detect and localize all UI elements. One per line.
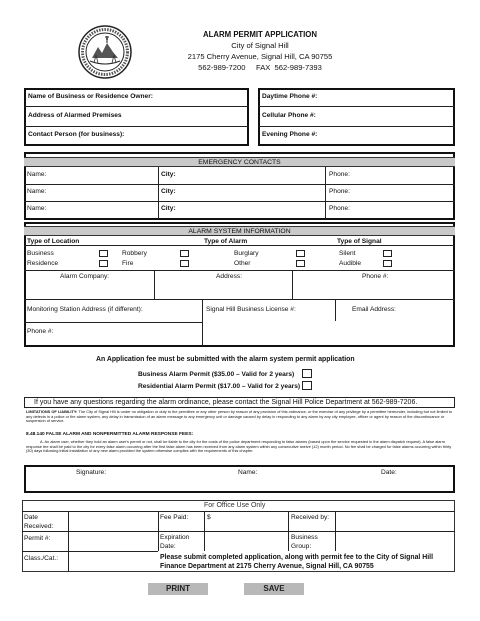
alarm-company-field[interactable] bbox=[26, 281, 152, 297]
expiration-date-field[interactable] bbox=[206, 533, 286, 549]
business-permit-checkbox[interactable] bbox=[302, 369, 312, 378]
city-name: City of Signal Hill bbox=[231, 41, 289, 50]
city-seal-icon bbox=[78, 25, 132, 79]
residential-permit-checkbox[interactable] bbox=[302, 381, 312, 390]
emergency-contacts-title: EMERGENCY CONTACTS bbox=[24, 157, 455, 167]
fee-paid-field[interactable] bbox=[214, 513, 286, 529]
alarm-company-address-field[interactable] bbox=[156, 281, 290, 297]
audible-option-label: Audible bbox=[339, 260, 361, 267]
fire-checkbox[interactable] bbox=[180, 260, 189, 267]
liability-paragraph bbox=[26, 410, 454, 424]
email-label: Email Address: bbox=[352, 306, 396, 313]
save-button[interactable]: SAVE bbox=[244, 583, 304, 595]
class-category-label: Class./Cat.: bbox=[24, 555, 59, 562]
business-license-label: Signal Hill Business License #: bbox=[206, 306, 296, 313]
emergency-name-label: Name: bbox=[27, 171, 47, 178]
false-alarm-heading: 8.48.140 FALSE ALARM AND NONPERMITTED ALARM RESPONSE FEES: bbox=[26, 432, 194, 437]
type-of-location-label: Type of Location bbox=[27, 238, 80, 245]
business-license-field[interactable] bbox=[204, 313, 333, 321]
business-checkbox[interactable] bbox=[99, 250, 108, 257]
residence-option-label: Residence bbox=[27, 260, 59, 267]
audible-checkbox[interactable] bbox=[383, 260, 392, 267]
office-use-title: For Office Use Only bbox=[204, 502, 266, 509]
emergency-name-label: Name: bbox=[27, 205, 47, 212]
monitoring-station-label: Monitoring Station Address (if different): bbox=[27, 306, 143, 313]
class-category-field[interactable] bbox=[70, 553, 156, 570]
liability-heading: LIMITATIONS OF LIABILITY: bbox=[26, 409, 78, 414]
page-title: ALARM PERMIT APPLICATION bbox=[203, 30, 317, 39]
business-option-label: Business bbox=[27, 250, 54, 257]
evening-phone-field[interactable] bbox=[330, 128, 452, 142]
fee-paid-label: Fee Paid: bbox=[160, 514, 189, 521]
type-of-alarm-label: Type of Alarm bbox=[204, 238, 248, 245]
other-option-label: Other bbox=[234, 260, 251, 267]
robbery-checkbox[interactable] bbox=[180, 250, 189, 257]
received-by-field[interactable] bbox=[337, 513, 453, 529]
name-field[interactable] bbox=[182, 478, 342, 491]
business-group-label: Business Group: bbox=[291, 534, 318, 550]
burglary-option-label: Burglary bbox=[234, 250, 259, 257]
liability-text: The City of Signal Hill is under no obligation or duty to the permittee or any other person by reason of any provision of this ordinance, or the exercise of any privilege by a permittee hereunder, including but not limited to any defects in a police or fire alarm system, any delay in transmission of an alarm message to any emergency unit or damage caused by delay in responding to any alarm by any city employee, officer or agent by reason of the discontinuance or suspension of service. bbox=[26, 409, 453, 424]
permit-number-label: Permit #: bbox=[24, 535, 51, 542]
monitoring-phone-label: Phone #: bbox=[27, 328, 54, 335]
city-address: 2175 Cherry Avenue, Signal Hill, CA 90755 bbox=[187, 52, 333, 61]
contact-person-label: Contact Person (for business): bbox=[28, 131, 125, 138]
monitoring-station-field[interactable] bbox=[26, 313, 200, 321]
dollar-sign: $ bbox=[207, 514, 211, 521]
emergency-city-label: City: bbox=[161, 171, 176, 178]
received-by-label: Received by: bbox=[291, 514, 330, 521]
emergency-phone-label: Phone: bbox=[329, 171, 350, 178]
cellular-phone-label: Cellular Phone #: bbox=[262, 112, 316, 119]
permit-number-field[interactable] bbox=[70, 533, 156, 549]
burglary-checkbox[interactable] bbox=[296, 250, 305, 257]
business-owner-field[interactable] bbox=[150, 90, 246, 104]
email-field[interactable] bbox=[337, 313, 453, 321]
date-label: Date: bbox=[381, 469, 397, 476]
alarm-company-phone-label: Phone #: bbox=[362, 273, 389, 280]
cellular-phone-field[interactable] bbox=[330, 109, 452, 123]
address-field[interactable] bbox=[120, 109, 246, 123]
emergency-name-label: Name: bbox=[27, 188, 47, 195]
address-label: Address of Alarmed Premises bbox=[28, 112, 122, 119]
emergency-city-label: City: bbox=[161, 188, 176, 195]
business-permit-label: Business Alarm Permit ($35.00 – Valid for 2 years) bbox=[138, 371, 295, 378]
daytime-phone-field[interactable] bbox=[330, 90, 452, 104]
expiration-date-label: Expiration Date: bbox=[160, 534, 190, 550]
false-alarm-text: A. An alarm user, whether they hold an alarm user's permit or not, shall be liable to the city for the costs of the police department responding to false alarms (based upon the service requested in the alarm dispatch request). A false alarm response fee shall be paid to the city for every false alarm occurring after the first false alarm has been received from any alarm system within any consecutive twelve (12) month period. No fee shall be charged for false alarms occurring within thirty (30) days following initial installation of any new alarm provided the system otherwise complies with the requirements of this chapter. bbox=[26, 439, 452, 454]
alarm-info-title: ALARM SYSTEM INFORMATION bbox=[24, 226, 455, 236]
business-owner-label: Name of Business or Residence Owner: bbox=[28, 93, 153, 100]
business-group-field[interactable] bbox=[337, 533, 453, 549]
residential-permit-label: Residential Alarm Permit ($17.00 – Valid for 2 years) bbox=[138, 383, 301, 390]
type-of-signal-label: Type of Signal bbox=[337, 238, 382, 245]
name-label: Name: bbox=[238, 469, 258, 476]
alarm-company-phone-field[interactable] bbox=[294, 281, 452, 297]
alarm-company-address-label: Address: bbox=[216, 273, 243, 280]
signature-label: Signature: bbox=[76, 469, 107, 476]
residence-checkbox[interactable] bbox=[99, 260, 108, 267]
date-field[interactable] bbox=[346, 478, 452, 491]
submit-instructions: Please submit completed application, along with permit fee to the City of Signal Hill Finance Department at 2175 Cherry Avenue, Signal Hill, CA 90755 bbox=[160, 554, 433, 570]
daytime-phone-label: Daytime Phone #: bbox=[262, 93, 318, 100]
questions-text: If you have any questions regarding the alarm ordinance, please contact the Signal Hill Police Department at 562-989-7206. bbox=[34, 398, 418, 406]
emergency-phone-label: Phone: bbox=[329, 188, 350, 195]
header bbox=[160, 29, 360, 73]
emergency-phone-label: Phone: bbox=[329, 205, 350, 212]
date-received-field[interactable] bbox=[70, 513, 156, 529]
evening-phone-label: Evening Phone #: bbox=[262, 131, 318, 138]
robbery-option-label: Robbery bbox=[122, 250, 147, 257]
alarm-company-label: Alarm Company: bbox=[60, 273, 110, 280]
silent-option-label: Silent bbox=[339, 250, 356, 257]
silent-checkbox[interactable] bbox=[383, 250, 392, 257]
fee-notice: An Application fee must be submitted with the alarm system permit application bbox=[96, 356, 355, 363]
signature-field[interactable] bbox=[28, 478, 178, 491]
monitoring-phone-field[interactable] bbox=[60, 324, 200, 344]
emergency-city-label: City: bbox=[161, 205, 176, 212]
city-phones: 562-989-7200 FAX 562-989-7393 bbox=[198, 63, 322, 72]
other-checkbox[interactable] bbox=[296, 260, 305, 267]
contact-person-field[interactable] bbox=[140, 128, 246, 142]
fire-option-label: Fire bbox=[122, 260, 134, 267]
print-button[interactable]: PRINT bbox=[148, 583, 208, 595]
date-received-label: Date Received: bbox=[24, 514, 54, 530]
